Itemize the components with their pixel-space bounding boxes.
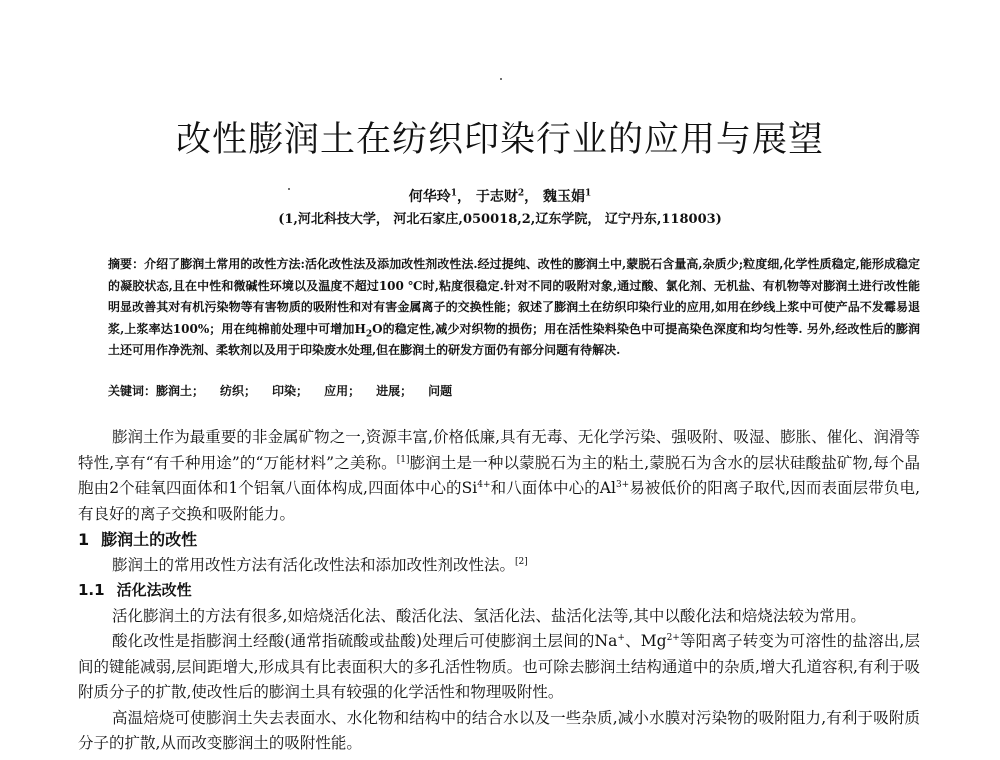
section-title: 膨润土的改性 [101,530,198,549]
subsection-title: 活化法改性 [116,581,192,599]
section-heading [78,527,920,553]
abstract-text: O [372,321,383,336]
author-affiliation-mark: 2 [517,188,525,199]
scan-speck [500,78,502,80]
author-name: 何华玲 [408,189,451,205]
text-run: 膨润土是一种以蒙脱石为主的粘土,蒙脱石为含水的层状硅酸盐矿物,每个晶胞由2个硅氧四面体和1个铝氧八面体构成,四面体中心的Si [78,453,921,497]
paragraph [78,629,920,706]
ion-charge: 3+ [615,479,630,490]
author-affiliation-mark: 1 [450,188,457,199]
keywords-label: 关键词： [108,384,157,398]
keywords [108,381,920,401]
keyword: 纺织； [220,384,257,398]
author-name: 于志财 [475,189,518,205]
paragraph: 活化膨润土的方法有很多,如焙烧活化法、酸活化法、氢活化法、盐活化法等,其中以酸化法和焙烧法较为常用。 [112,606,866,625]
keyword: 膨润土； [156,384,205,398]
text-run: 易被低价的阳离子取代,因而表面层带负电,有良好的离子交换和吸附能力。 [78,479,920,523]
author-affiliation-mark: 1 [585,188,592,199]
author-separator: ， [524,189,539,205]
keyword: 进展； [376,384,413,398]
text-run: 膨润土作为最重要的非金属矿物之一,资源丰富,价格低廉,具有无毒、无化学污染、强吸附、吸湿、膨胀、催化、润滑等特性,享有“有千种用途”的“万能材料”之美称。 [78,428,920,472]
ion-charge: 2+ [666,632,680,643]
section-number: 1 [78,530,90,549]
citation-ref: [1] [396,454,410,465]
abstract-label: 摘要： [108,257,145,271]
chem-subscript: 2 [365,328,373,339]
abstract-text: 的稳定性,减少对织物的损伤；用在活性染料染色中可提高染色深度和均匀性等. 另外,经改性后的膨润土还可用作净洗剂、柔软剂以及用于印染废水处理,但在膨润土的研发方面仍有部分问题有待解决. [108,321,921,357]
subsection-heading [78,578,920,604]
author-line [0,186,1000,206]
paper-title: 改性膨润土在纺织印染行业的应用与展望 [175,120,824,160]
paragraph [78,553,920,579]
keyword: 印染； [272,384,309,398]
keyword: 应用； [324,384,361,398]
paragraph-intro [78,425,920,527]
ion-charge: + [617,632,625,643]
ion-charge: 4+ [477,479,491,490]
author-separator: ， [456,189,471,205]
text-run: 膨润土的常用改性方法有活化改性法和添加改性剂改性法。 [112,555,516,574]
text-run: 酸化改性是指膨润土经酸(通常指硫酸或盐酸)处理后可使膨润土层间的Na [112,632,618,650]
author-name: 魏玉娟 [543,189,585,205]
body-text [78,425,920,757]
text-run: 和八面体中心的Al [490,479,616,497]
affiliation-line: (1,河北科技大学， 河北石家庄,050018,2,辽东学院， 辽宁丹东,118003) [278,212,722,227]
paragraph: 高温焙烧可使膨润土失去表面水、水化物和结构中的结合水以及一些杂质,减小水膜对污染物的吸附阻力,有利于吸附质分子的扩散,从而改变膨润土的吸附性能。 [78,708,920,752]
abstract [108,254,920,362]
text-run: 等阳离子转变为可溶性的盐溶出,层间的键能减弱,层间距增大,形成具有比表面积大的多孔活性物质。也可除去膨润土结构通道中的杂质,增大孔道容积,有利于吸附质分子的扩散,使改性后的膨润土具有较强的化学活性和物理吸附性。 [78,632,921,701]
keyword: 问题 [428,384,453,398]
citation-ref: [2] [515,556,528,567]
subsection-number: 1.1 [78,581,105,599]
abstract-text: 介绍了膨润土常用的改性方法:活化改性法及添加改性剂改性法.经过提纯、改性的膨润土中,蒙脱石含量高,杂质少;粒度细,化学性质稳定,能形成稳定的凝胶状态,且在中性和微碱性环境以及温度不超过100 ℃时,粘度很稳定.针对不同的吸附对象,通过酸、氯化剂、无机盐、有机物等对膨润土进行改性能明显改善其对有机污染物等有害物质的吸附性和对有害金属离子的交换性能；叙述了膨润土在纺织印染行业的应用,如用在纱线上浆中可使产品不发霉易退浆,上浆率达100%；用在纯棉前处理中可增加H [108,257,920,336]
text-run: 、Mg [624,632,667,650]
